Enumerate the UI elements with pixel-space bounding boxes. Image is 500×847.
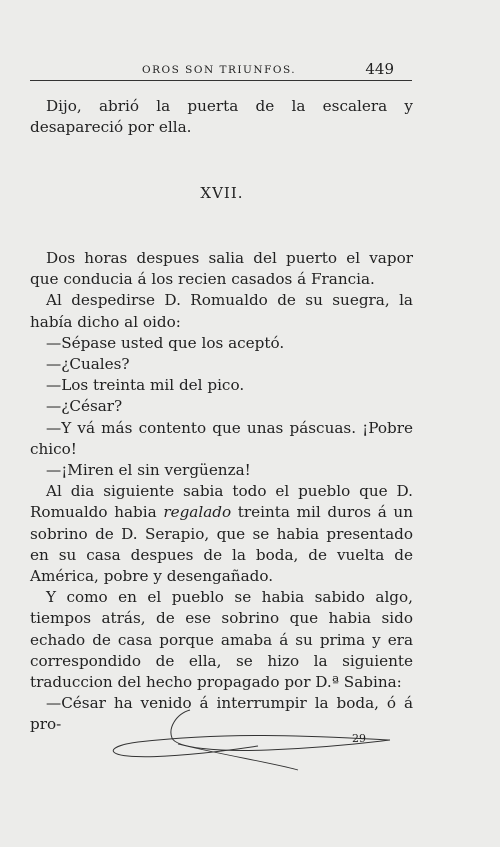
paragraph-part: Al dia siguiente sabia todo el pueblo que D. Romualdo habia — [30, 482, 413, 522]
paragraph: Dijo, abrió la puerta de la escalera y desapareció por ella. — [30, 97, 413, 137]
dialogue-line: —¿César? — [46, 397, 123, 416]
dialogue-line: —César ha venido á interrumpir la boda, ó á pro- — [30, 694, 413, 734]
paragraph: Al despedirse D. Romualdo de su suegra, la había dicho al oido: — [30, 291, 413, 331]
dialogue-line: —¡Miren el sin vergüenza! — [46, 461, 251, 480]
paragraph: Dos horas despues salia del puerto el vapor que conducia á los recien casados á Francia. — [30, 249, 413, 289]
running-title: OROS SON TRIUNFOS. — [142, 64, 297, 76]
paragraph-part: treinta mil duros á un sobrino de D. Serapio, que se habia presentado en su casa despues de la boda, de vuelta de América, pobre y desengañado. — [30, 503, 413, 586]
opening-text — [30, 96, 413, 138]
paragraph — [30, 481, 413, 587]
chapter-heading: XVII. — [200, 184, 244, 202]
dialogue-line: —Y vá más contento que unas páscuas. ¡Pobre chico! — [30, 418, 413, 458]
paragraph: Y como en el pueblo se habia sabido algo, tiempos atrás, de ese sobrino que habia sido echado de casa porque amaba á su prima y era correspondido de ella, se hizo la siguiente traduccion del hecho propagado por D.ª Sabina: — [30, 588, 413, 692]
dialogue-line: —Los treinta mil del pico. — [46, 376, 245, 395]
emphasized-word: regalado — [163, 503, 232, 522]
page-number: 449 — [365, 60, 394, 78]
dialogue-line: —Sépase usted que los aceptó. — [46, 333, 285, 352]
page-header — [30, 58, 412, 81]
signature-mark: 29 — [352, 732, 366, 745]
body-text — [30, 248, 413, 736]
dialogue-line: —¿Cuales? — [46, 355, 130, 374]
